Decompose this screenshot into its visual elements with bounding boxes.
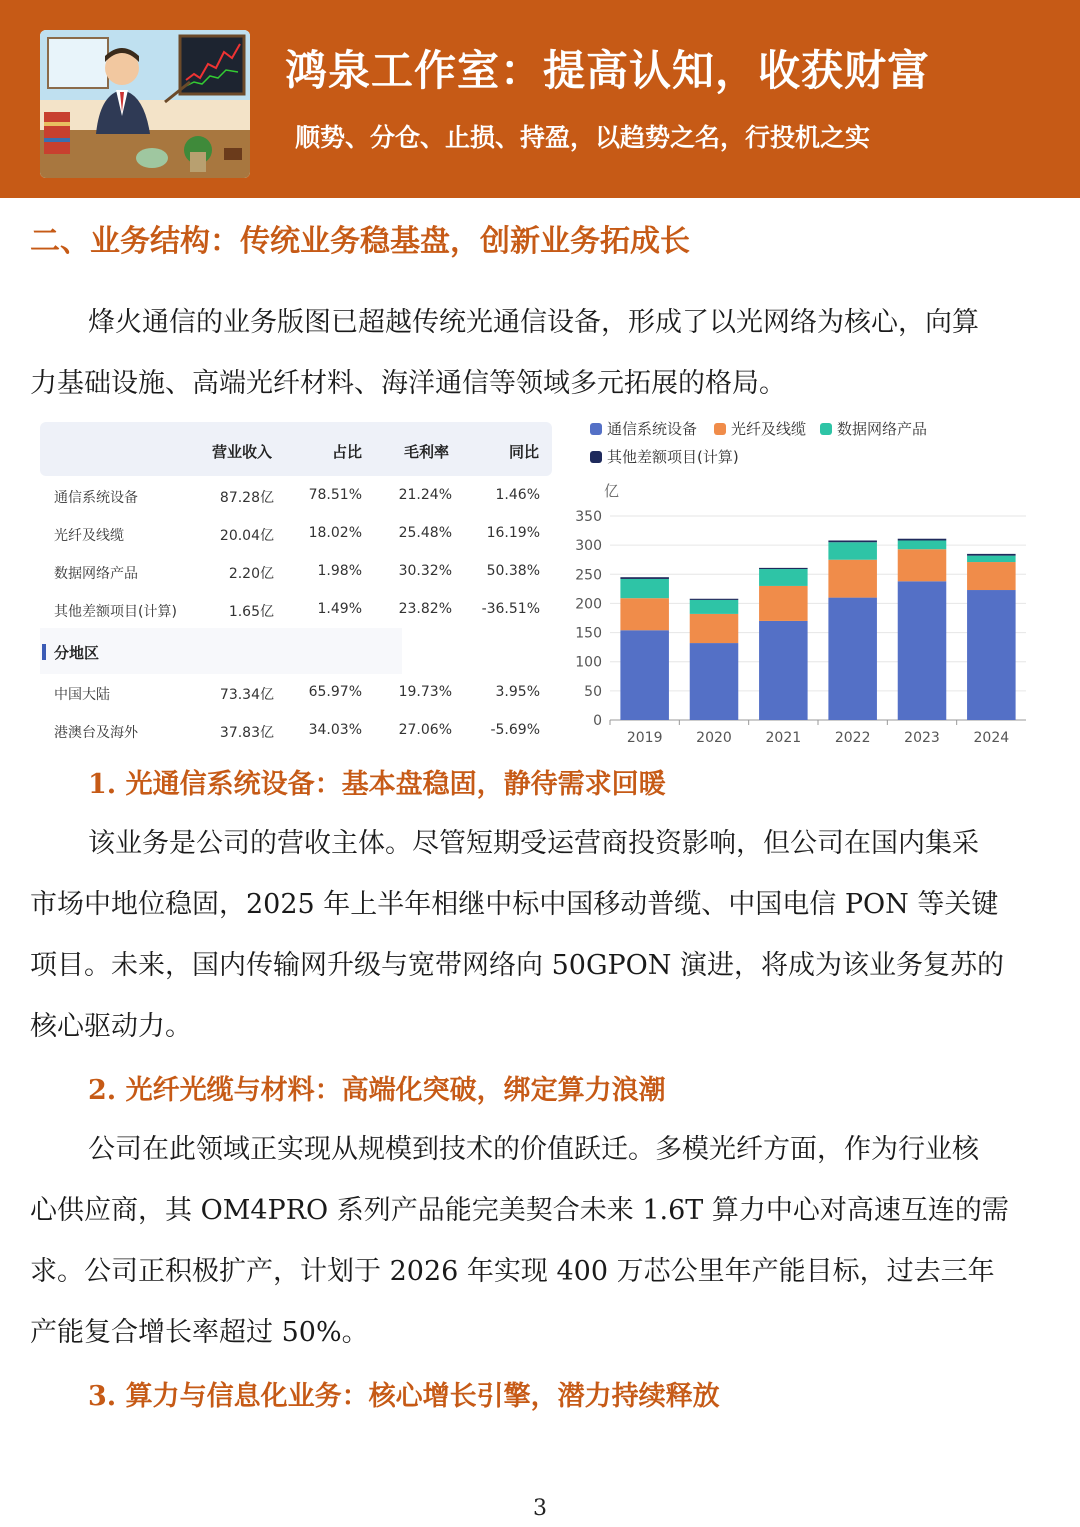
bar-segment: [898, 540, 947, 549]
table-row: [40, 674, 552, 712]
subheading-3: 3. 算力与信息化业务：核心增长引擎，潜力持续释放: [88, 1381, 720, 1412]
bar-segment: [828, 542, 877, 559]
cell-margin: 19.73%: [398, 684, 452, 700]
y-tick-label: 50: [584, 683, 602, 700]
cell-margin: 25.48%: [398, 525, 452, 541]
bar-segment: [620, 598, 669, 630]
cell-name: 中国大陆: [54, 687, 110, 703]
region-accent-bar: [42, 644, 46, 660]
cell-yoy: 16.19%: [486, 525, 540, 541]
paragraph-line: 核心驱动力。: [30, 1011, 192, 1042]
bar-segment: [690, 614, 739, 643]
bar-segment: [898, 549, 947, 581]
intro-paragraph: [30, 292, 1055, 414]
bar-segment: [898, 581, 947, 720]
cell-revenue: 1.65亿: [228, 604, 274, 620]
y-tick-label: 300: [575, 538, 602, 555]
y-tick-label: 250: [575, 567, 602, 584]
table-row: [40, 515, 552, 553]
bar-segment: [620, 630, 669, 720]
region-section-header: [40, 628, 402, 674]
paragraph-line: 求。公司正积极扩产，计划于 2026 年实现 400 万芯公里年产能目标，过去三年: [30, 1256, 995, 1287]
bar-segment: [828, 540, 877, 542]
cell-share: 34.03%: [308, 722, 362, 738]
bar-segment: [690, 599, 739, 600]
cell-revenue: 2.20亿: [228, 566, 274, 582]
bar-segment: [759, 569, 808, 586]
y-axis-unit: 亿: [604, 482, 620, 500]
intro-line: 力基础设施、高端光纤材料、海洋通信等领域多元拓展的格局。: [30, 368, 786, 399]
page-number: 3: [533, 1496, 547, 1521]
banner-illustration: [40, 30, 250, 178]
bar-segment: [690, 643, 739, 720]
y-tick-label: 100: [575, 654, 602, 671]
cell-name: 其他差额项目(计算): [54, 604, 177, 620]
bar-segment: [967, 554, 1016, 556]
bar-segment: [759, 586, 808, 621]
y-tick-label: 200: [575, 596, 602, 613]
cell-share: 18.02%: [308, 525, 362, 541]
paragraph-line: 项目。未来，国内传输网升级与宽带网络向 50GPON 演进，将成为该业务复苏的: [30, 950, 1005, 981]
cell-revenue: 73.34亿: [219, 687, 274, 703]
bar-segment: [690, 600, 739, 614]
col-header-yoy: 同比: [509, 443, 540, 461]
revenue-chart: [560, 410, 1040, 750]
legend-label: 通信系统设备: [607, 420, 698, 438]
region-label: 分地区: [54, 644, 100, 662]
x-tick-label: 2021: [765, 730, 802, 746]
bar-segment: [828, 560, 877, 598]
paragraph-line: 产能复合增长率超过 50%。: [30, 1317, 369, 1348]
section-heading: 二、业务结构：传统业务稳基盘，创新业务拓成长: [30, 224, 690, 259]
paragraph-2: [30, 1119, 1055, 1363]
cell-revenue: 87.28亿: [219, 490, 274, 506]
bar-segment: [898, 539, 947, 541]
cell-name: 通信系统设备: [54, 490, 138, 506]
x-tick-label: 2020: [696, 730, 732, 746]
table-row: [40, 553, 552, 591]
cell-margin: 30.32%: [398, 563, 452, 579]
bar-segment: [967, 590, 1016, 720]
x-tick-label: 2022: [834, 730, 871, 746]
cell-margin: 23.82%: [398, 601, 452, 617]
x-tick-label: 2023: [904, 730, 940, 746]
cell-name: 数据网络产品: [54, 566, 138, 582]
paragraph-line: 心供应商，其 OM4PRO 系列产品能完美契合未来 1.6T 算力中心对高速互连的需: [30, 1195, 1009, 1226]
table-row: [40, 712, 552, 750]
intro-line: 烽火通信的业务版图已超越传统光通信设备，形成了以光网络为核心，向算: [88, 307, 979, 338]
bar-segment: [828, 598, 877, 720]
subheading-1: 1. 光通信系统设备：基本盘稳固，静待需求回暖: [88, 769, 666, 800]
subheading-2: 2. 光纤光缆与材料：高端化突破，绑定算力浪潮: [88, 1075, 666, 1106]
paragraph-line: 市场中地位稳固，2025 年上半年相继中标中国移动普缆、中国电信 PON 等关键: [30, 889, 999, 920]
table-row: [40, 477, 552, 515]
banner-title: 鸿泉工作室：提高认知，收获财富: [285, 46, 931, 95]
cell-yoy: -36.51%: [481, 601, 540, 617]
bar-segment: [759, 568, 808, 569]
legend-label: 数据网络产品: [837, 420, 928, 438]
bar-segment: [620, 579, 669, 598]
cell-share: 78.51%: [308, 487, 362, 503]
cell-yoy: -5.69%: [490, 722, 540, 738]
bar-segment: [967, 556, 1016, 562]
legend-label: 其他差额项目(计算): [607, 448, 739, 466]
chart-plot: [560, 410, 1040, 750]
cell-name: 港澳台及海外: [54, 725, 138, 741]
cell-yoy: 3.95%: [495, 684, 540, 700]
paragraph-line: 公司在此领域正实现从规模到技术的价值跃迁。多模光纤方面，作为行业核: [88, 1134, 979, 1165]
x-tick-label: 2024: [973, 730, 1010, 746]
cell-yoy: 50.38%: [486, 563, 540, 579]
table-row: [40, 591, 552, 629]
cell-yoy: 1.46%: [495, 487, 540, 503]
cell-margin: 21.24%: [398, 487, 452, 503]
paragraph-1: [30, 813, 1055, 1057]
table-header: [40, 422, 552, 476]
col-header-margin: 毛利率: [404, 443, 450, 461]
legend-label: 光纤及线缆: [731, 420, 807, 438]
cell-margin: 27.06%: [398, 722, 452, 738]
header-banner: [0, 0, 1080, 198]
y-tick-label: 350: [575, 509, 602, 525]
bar-segment: [759, 621, 808, 720]
col-header-revenue: 营业收入: [212, 443, 273, 461]
trader-illustration-icon: [40, 30, 250, 178]
cell-revenue: 37.83亿: [219, 725, 274, 741]
cell-revenue: 20.04亿: [219, 528, 274, 544]
cell-name: 光纤及线缆: [54, 528, 124, 544]
y-tick-label: 150: [575, 625, 602, 642]
bar-segment: [967, 562, 1016, 590]
x-tick-label: 2019: [626, 730, 663, 746]
cell-share: 65.97%: [308, 684, 362, 700]
bar-segment: [620, 577, 669, 579]
cell-share: 1.98%: [317, 563, 362, 579]
col-header-share: 占比: [332, 443, 363, 461]
paragraph-line: 该业务是公司的营收主体。尽管短期受运营商投资影响，但公司在国内集采: [88, 828, 979, 859]
cell-share: 1.49%: [317, 601, 362, 617]
banner-subtitle: 顺势、分仓、止损、持盈，以趋势之名，行投机之实: [295, 123, 871, 152]
y-tick-label: 0: [593, 713, 602, 729]
